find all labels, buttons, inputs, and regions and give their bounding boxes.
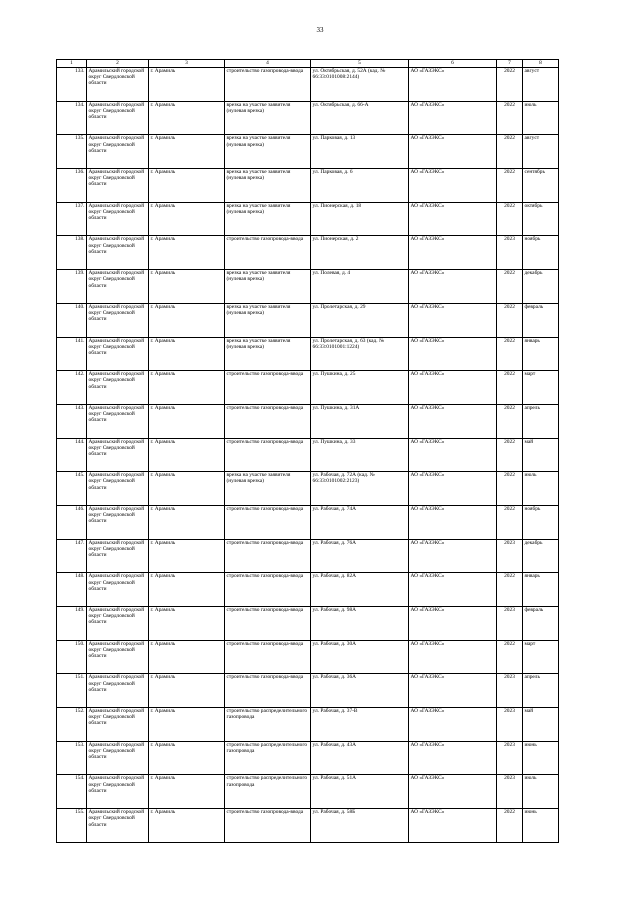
municipality-cell: Арамильский городской округ Свердловской области [87,472,149,506]
year-cell: 2023 [497,607,523,641]
row-number-cell: 149. [57,607,87,641]
year-cell: 2022 [497,809,523,843]
settlement-cell: г. Арамиль [149,640,225,674]
settlement-cell: г. Арамиль [149,741,225,775]
settlement-cell: г. Арамиль [149,101,225,135]
gasification-schedule-table [56,59,559,843]
table-row [57,169,559,203]
table-row [57,438,559,472]
organization-cell: АО «ГАЗЭКС» [409,371,497,405]
month-cell: июль [523,775,559,809]
work-type-cell: врезка на участке заявителя (нулевая врезка) [225,135,311,169]
organization-cell: АО «ГАЗЭКС» [409,169,497,203]
row-number-cell: 139. [57,270,87,304]
settlement-cell: г. Арамиль [149,270,225,304]
table-body [57,68,559,843]
row-number-cell: 136. [57,169,87,203]
organization-cell: АО «ГАЗЭКС» [409,607,497,641]
organization-cell: АО «ГАЗЭКС» [409,472,497,506]
address-cell: ул. Рабочая, д. 82А [311,573,409,607]
table-row [57,775,559,809]
column-header: 6 [409,60,497,68]
table-row [57,674,559,708]
year-cell: 2022 [497,505,523,539]
month-cell: март [523,640,559,674]
row-number-cell: 138. [57,236,87,270]
table-row [57,68,559,102]
row-number-cell: 135. [57,135,87,169]
address-cell: ул. Рабочая, д. 51А [311,775,409,809]
address-cell: ул. Пушкина, д. 31А [311,404,409,438]
address-cell: ул. Пионерская, д. 18 [311,202,409,236]
organization-cell: АО «ГАЗЭКС» [409,539,497,573]
work-type-cell: строительство газопровода-ввода [225,505,311,539]
year-cell: 2022 [497,169,523,203]
month-cell: ноябрь [523,236,559,270]
organization-cell: АО «ГАЗЭКС» [409,404,497,438]
municipality-cell: Арамильский городской округ Свердловской области [87,404,149,438]
address-cell: ул. Рабочая, д. 37-В [311,708,409,742]
month-cell: ноябрь [523,505,559,539]
address-cell: ул. Полевая, д. 4 [311,270,409,304]
year-cell: 2022 [497,640,523,674]
row-number-cell: 137. [57,202,87,236]
organization-cell: АО «ГАЗЭКС» [409,775,497,809]
address-cell: ул. Октябрьская, д. 52А (кад. № 66:33:0101008:2144) [311,68,409,102]
year-cell: 2022 [497,337,523,371]
address-cell: ул. Пушкина, д. 33 [311,438,409,472]
municipality-cell: Арамильский городской округ Свердловской области [87,169,149,203]
municipality-cell: Арамильский городской округ Свердловской области [87,640,149,674]
settlement-cell: г. Арамиль [149,135,225,169]
table-row [57,202,559,236]
work-type-cell: строительство газопровода-ввода [225,236,311,270]
municipality-cell: Арамильский городской округ Свердловской области [87,303,149,337]
municipality-cell: Арамильский городской округ Свердловской области [87,101,149,135]
municipality-cell: Арамильский городской округ Свердловской области [87,607,149,641]
organization-cell: АО «ГАЗЭКС» [409,202,497,236]
table-row [57,809,559,843]
work-type-cell: врезка на участке заявителя (нулевая врезка) [225,270,311,304]
municipality-cell: Арамильский городской округ Свердловской области [87,505,149,539]
table-row [57,640,559,674]
row-number-cell: 150. [57,640,87,674]
column-header: 5 [311,60,409,68]
settlement-cell: г. Арамиль [149,68,225,102]
column-header: 3 [149,60,225,68]
column-header: 2 [87,60,149,68]
row-number-cell: 146. [57,505,87,539]
table-row [57,472,559,506]
month-cell: апрель [523,404,559,438]
column-number-row [57,60,559,68]
month-cell: июль [523,101,559,135]
year-cell: 2022 [497,472,523,506]
organization-cell: АО «ГАЗЭКС» [409,640,497,674]
address-cell: ул. Пионерская, д. 2 [311,236,409,270]
organization-cell: АО «ГАЗЭКС» [409,505,497,539]
settlement-cell: г. Арамиль [149,371,225,405]
work-type-cell: врезка на участке заявителя (нулевая врезка) [225,169,311,203]
year-cell: 2022 [497,573,523,607]
settlement-cell: г. Арамиль [149,472,225,506]
organization-cell: АО «ГАЗЭКС» [409,573,497,607]
municipality-cell: Арамильский городской округ Свердловской области [87,438,149,472]
table-row [57,505,559,539]
month-cell: июнь [523,741,559,775]
work-type-cell: строительство газопровода-ввода [225,404,311,438]
table-row [57,607,559,641]
settlement-cell: г. Арамиль [149,169,225,203]
year-cell: 2022 [497,101,523,135]
table-row [57,270,559,304]
row-number-cell: 144. [57,438,87,472]
work-type-cell: строительство газопровода-ввода [225,674,311,708]
year-cell: 2022 [497,135,523,169]
municipality-cell: Арамильский городской округ Свердловской области [87,539,149,573]
organization-cell: АО «ГАЗЭКС» [409,741,497,775]
month-cell: август [523,68,559,102]
settlement-cell: г. Арамиль [149,505,225,539]
address-cell: ул. Рабочая, д. 58Б [311,809,409,843]
municipality-cell: Арамильский городской округ Свердловской области [87,708,149,742]
municipality-cell: Арамильский городской округ Свердловской области [87,270,149,304]
work-type-cell: строительство газопровода-ввода [225,607,311,641]
organization-cell: АО «ГАЗЭКС» [409,674,497,708]
month-cell: июль [523,472,559,506]
year-cell: 2022 [497,68,523,102]
settlement-cell: г. Арамиль [149,674,225,708]
month-cell: январь [523,573,559,607]
table-row [57,741,559,775]
row-number-cell: 153. [57,741,87,775]
year-cell: 2022 [497,371,523,405]
row-number-cell: 142. [57,371,87,405]
year-cell: 2023 [497,539,523,573]
settlement-cell: г. Арамиль [149,607,225,641]
work-type-cell: строительство распределительного газопровода [225,741,311,775]
year-cell: 2022 [497,438,523,472]
month-cell: сентябрь [523,169,559,203]
table-row [57,404,559,438]
table-row [57,337,559,371]
organization-cell: АО «ГАЗЭКС» [409,337,497,371]
month-cell: декабрь [523,539,559,573]
month-cell: декабрь [523,270,559,304]
address-cell: ул. Рабочая, д. 98А [311,607,409,641]
municipality-cell: Арамильский городской округ Свердловской области [87,135,149,169]
table-row [57,101,559,135]
address-cell: ул. Рабочая, д. 74А [311,505,409,539]
work-type-cell: строительство газопровода-ввода [225,539,311,573]
column-header: 8 [523,60,559,68]
work-type-cell: строительство распределительного газопровода [225,775,311,809]
row-number-cell: 148. [57,573,87,607]
work-type-cell: врезка на участке заявителя (нулевая врезка) [225,303,311,337]
month-cell: июнь [523,809,559,843]
table-row [57,573,559,607]
year-cell: 2023 [497,674,523,708]
work-type-cell: строительство газопровода-ввода [225,68,311,102]
row-number-cell: 147. [57,539,87,573]
settlement-cell: г. Арамиль [149,539,225,573]
month-cell: апрель [523,674,559,708]
work-type-cell: врезка на участке заявителя (нулевая врезка) [225,472,311,506]
municipality-cell: Арамильский городской округ Свердловской области [87,371,149,405]
organization-cell: АО «ГАЗЭКС» [409,68,497,102]
work-type-cell: строительство газопровода-ввода [225,438,311,472]
municipality-cell: Арамильский городской округ Свердловской области [87,775,149,809]
month-cell: май [523,438,559,472]
row-number-cell: 141. [57,337,87,371]
work-type-cell: врезка на участке заявителя (нулевая врезка) [225,337,311,371]
table-row [57,708,559,742]
row-number-cell: 133. [57,68,87,102]
row-number-cell: 140. [57,303,87,337]
address-cell: ул. Парковая, д. 13 [311,135,409,169]
municipality-cell: Арамильский городской округ Свердловской области [87,68,149,102]
month-cell: май [523,708,559,742]
month-cell: октябрь [523,202,559,236]
work-type-cell: врезка на участке заявителя (нулевая врезка) [225,101,311,135]
address-cell: ул. Октябрьская, д. 66-А [311,101,409,135]
year-cell: 2022 [497,270,523,304]
work-type-cell: строительство газопровода-ввода [225,640,311,674]
month-cell: январь [523,337,559,371]
settlement-cell: г. Арамиль [149,404,225,438]
municipality-cell: Арамильский городской округ Свердловской области [87,573,149,607]
address-cell: ул. Пролетарская, д. 63 (кад. № 66:33:0101001:1224) [311,337,409,371]
municipality-cell: Арамильский городской округ Свердловской области [87,337,149,371]
address-cell: ул. Рабочая, д. 72А (кад. № 66:33:0101002:2123) [311,472,409,506]
municipality-cell: Арамильский городской округ Свердловской области [87,809,149,843]
settlement-cell: г. Арамиль [149,236,225,270]
year-cell: 2022 [497,303,523,337]
year-cell: 2023 [497,236,523,270]
work-type-cell: строительство газопровода-ввода [225,371,311,405]
work-type-cell: врезка на участке заявителя (нулевая врезка) [225,202,311,236]
organization-cell: АО «ГАЗЭКС» [409,303,497,337]
settlement-cell: г. Арамиль [149,809,225,843]
work-type-cell: строительство газопровода-ввода [225,809,311,843]
column-header: 4 [225,60,311,68]
municipality-cell: Арамильский городской округ Свердловской области [87,202,149,236]
settlement-cell: г. Арамиль [149,573,225,607]
organization-cell: АО «ГАЗЭКС» [409,236,497,270]
settlement-cell: г. Арамиль [149,202,225,236]
address-cell: ул. Рабочая, д. 36А [311,674,409,708]
table-row [57,539,559,573]
page-number: 33 [316,26,324,34]
address-cell: ул. Пушкина, д. 25 [311,371,409,405]
row-number-cell: 154. [57,775,87,809]
organization-cell: АО «ГАЗЭКС» [409,708,497,742]
address-cell: ул. Рабочая, д. 43А [311,741,409,775]
municipality-cell: Арамильский городской округ Свердловской области [87,741,149,775]
row-number-cell: 134. [57,101,87,135]
row-number-cell: 145. [57,472,87,506]
year-cell: 2023 [497,775,523,809]
row-number-cell: 155. [57,809,87,843]
settlement-cell: г. Арамиль [149,708,225,742]
row-number-cell: 151. [57,674,87,708]
organization-cell: АО «ГАЗЭКС» [409,438,497,472]
address-cell: ул. Пролетарская, д. 29 [311,303,409,337]
month-cell: март [523,371,559,405]
address-cell: ул. Парковая, д. 6 [311,169,409,203]
column-header: 1 [57,60,87,68]
year-cell: 2023 [497,741,523,775]
address-cell: ул. Рабочая, д. 30А [311,640,409,674]
work-type-cell: строительство распределительного газопровода [225,708,311,742]
work-type-cell: строительство газопровода-ввода [225,573,311,607]
municipality-cell: Арамильский городской округ Свердловской области [87,236,149,270]
table-row [57,236,559,270]
column-header: 7 [497,60,523,68]
table-row [57,371,559,405]
settlement-cell: г. Арамиль [149,303,225,337]
organization-cell: АО «ГАЗЭКС» [409,809,497,843]
year-cell: 2022 [497,202,523,236]
row-number-cell: 152. [57,708,87,742]
organization-cell: АО «ГАЗЭКС» [409,101,497,135]
month-cell: февраль [523,303,559,337]
month-cell: февраль [523,607,559,641]
table-row [57,135,559,169]
year-cell: 2023 [497,708,523,742]
year-cell: 2022 [497,404,523,438]
municipality-cell: Арамильский городской округ Свердловской области [87,674,149,708]
settlement-cell: г. Арамиль [149,438,225,472]
organization-cell: АО «ГАЗЭКС» [409,270,497,304]
settlement-cell: г. Арамиль [149,337,225,371]
organization-cell: АО «ГАЗЭКС» [409,135,497,169]
settlement-cell: г. Арамиль [149,775,225,809]
address-cell: ул. Рабочая, д. 76А [311,539,409,573]
row-number-cell: 143. [57,404,87,438]
table-row [57,303,559,337]
month-cell: август [523,135,559,169]
